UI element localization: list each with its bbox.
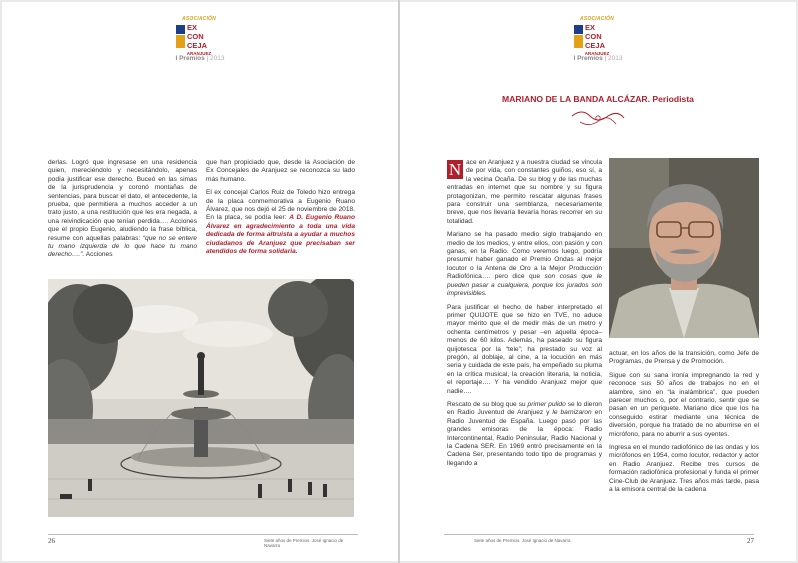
footer-text: Siete años de Premios. José Ignacio de Navarra [264, 538, 344, 548]
right-para3: Para justificar el hecho de haber interpretado el primer QUIJOTE que se hizo en TVE, no aduce mayor mérito que el de medir más de un metro y ochenta centímetros y pesar –en aquella época– menos de 60 kilos. Además, ha paseado su figura quijotesca por la “tele”; ha prestado su voz al pregón, al doblaje, al cine, a la locución en más seria y cuidada de este país, ha empeñado su pluma en la crítica musical, la creación literaria, la noticia, el reportaje…. Y ha vendido Aranjuez mejor que nadie…. [447, 303, 602, 395]
left-col1-text: derlas. Logró que ingresase en una residencia quien, mereciéndolo y necesitándolo, apenas podía justificar ese derecho. Buceó en las simas de la jurisprudencia y coronó montañas de sentencias, para buscar el dato, el antecedente, la prueba, que permitiera a muchos acceder a un trato justo, a una restitución que les era negada, a una reivindicación que tenían perdida…. Acciones que el propio Eugenio, aludiendo la frase bíblica, resume con aquellas palabras: [48, 159, 197, 242]
association-logo [567, 16, 627, 56]
right-col2-para2: Sigue con su sana ironía impregnando la red y reconoce sus 50 años de trabajos no en el alambre, sino en “la inalámbrica”, que pueden parecer muchos o, por el contrario, sentir que se pasan en un periquete. Mariano dice que los ha conseguido estirar mediante una técnica de diversión, porque ha tratado de no aburrirse en el micrófono, para no aburrir a sus oyentes. [609, 371, 759, 438]
flourish-ornament-icon [568, 106, 628, 130]
right-para2: Mariano se ha pasado medio siglo trabajando en medio de los medios, y entre ellos, con pasión y con ganas, en la Radio. Como veremos luego, podría presumir haber ganado el Premio Ondas al mejor locutor o la Antena de Oro a la Mejor Producción Radiofónica…. pero dice que [447, 231, 602, 281]
logo-association-text: ASOCIACIÓN [182, 16, 216, 22]
page-number: 26 [48, 537, 55, 545]
article-title: MARIANO DE LA BANDA ALCÁZAR. Periodista [502, 94, 694, 104]
right-column-1: N ace en Aranjuez y a nuestra ciudad se vincula de por vida, con constantes guiños, eso sí, a la vecina Ocaña. De su blog y de las muchas entradas en internet que su nombre y su figura protagonizan, me permito rescatar algunas frases para construir una semblanza, necesariamente breve, que nos llevaría llevaría horas recorrer en su totalidad. Mariano se ha pasado medio siglo trabajando en medio de los medios, y entre ellos, con pasión y con ganas, en la Radio. Como veremos luego, podría presumir haber ganado el Premio Ondas al mejor locutor o la Antena de Oro a la Mejor Producción Radiofónica…. pero dice que son cosas que le pueden pasar a cualquiera, porque los jurados son imprevisibles. Para justificar el hecho de haber interpretado el primer QUIJOTE que se hizo en TVE, no aduce mayor mérito que el de medir más de un metro y ochenta centímetros y pesar –en aquella época– menos de 60 kilos. Además, ha paseado su figura quijotesca por la “tele”; ha prestado su voz al pregón, al doblaje, al cine, a la locución en más seria y cuidada de este país, ha empeñado su pluma en la crítica musical, la creación literaria, la noticia, el reportaje…. Y ha vendido Aranjuez mejor que nadie…. Rescato de su blog que su primer pulido se lo dieron en Radio Juventud de Aranjuez y le barnizaron en Radio Juventud de España. Luego pasó por las grandes emisoras de la época: Radio Intercontinental, Radio Peninsular, Radio Nacional y la Cadena SER. En 1969 entró precisamente en la Cadena Ser, presentando todo tipo de programas y llegando a [447, 159, 602, 467]
left-column-2 [206, 159, 355, 261]
page-number: 27 [747, 537, 754, 545]
footer-text: Siete años de Premios. José Ignacio de Navarra [474, 538, 571, 543]
left-col2-para1: que han propiciado que, desde la Asociación de Ex Concejales de Aranjuez se reconozca su lado más humano. [206, 159, 355, 183]
association-logo [169, 16, 229, 56]
premios-header: I Premios | 2013 [175, 55, 225, 62]
left-col1-quote: “que no se entere tu mano izquierda de lo que hace tu mano derecho….”. [48, 234, 197, 259]
logo-wordmark: EX CON CEJA [176, 23, 222, 51]
left-page [2, 2, 398, 561]
left-col2-para2: El ex concejal Carlos Ruiz de Toledo hizo entrega de la placa conmemorativa a Eugenio Ruano Álvarez, que nos dejó el 25 de noviembre de 2018. En la placa, se podía leer: [206, 189, 355, 222]
premios-header: I Premios | 2013 [573, 55, 623, 62]
right-page [400, 2, 796, 561]
logo-wordmark: EX CON CEJA [574, 23, 620, 51]
logo-subtitle: ARANJUEZ [584, 51, 610, 56]
right-col2-para3: Ingresa en el mundo radiofónico de las ondas y los micrófonos en 1954, como locutor, redactor y actor en Radio Aranjuez. Recibe tres cursos de formación radiofónica profesional y funda el primer Cine-Club de Aranjuez. Tres años más tarde, pasa a la emisora central de la cadena [609, 444, 759, 494]
portrait-photo [609, 158, 759, 338]
logo-subtitle: ARANJUEZ [186, 51, 212, 56]
right-para4: Rescato de su blog que su primer pulido se lo dieron en Radio Juventud de Aranjuez y le barnizaron en Radio Juventud de España. Luego pasó por las grandes emisoras de la época: Radio Intercontinental, Radio Peninsular, Radio Nacional y la Cadena SER. En 1969 entró precisamente en la Cadena Ser, presentando todo tipo de programas y llegando a [447, 400, 602, 467]
right-column-2 [609, 350, 759, 500]
right-para1: ace en Aranjuez y a nuestra ciudad se vincula de por vida, con constantes guiños, eso sí, a la vecina Ocaña. De su blog y de las muchas entradas en internet que su nombre y su figura protagonizan, me permito rescatar algunas frases para construir una semblanza, necesariamente breve, que nos llevaría llevaría horas recorrer en su totalidad. [447, 159, 602, 225]
dropcap: N [448, 160, 462, 179]
left-column-1: derlas. Logró que ingresase en una residencia quien, mereciéndolo y necesitándolo, apenas podía justificar ese derecho. Buceó en las simas de la jurisprudencia y coronó montañas de sentencias, para buscar el dato, el antecedente, la prueba, que permitiera a muchos acceder a un trato justo, a una restitución que les era negada, a una reivindicación que tenían perdida…. Acciones que el propio Eugenio, aludiendo la frase bíblica, resume con aquellas palabras: “que no se entere tu mano izquierda de lo que hace tu mano derecho….”. Acciones [48, 159, 197, 259]
plaque-inscription: A D. Eugenio Ruano Álvarez en agradecimiento a toda una vida dedicada de forma altruista a ayudar a muchos ciudadanos de Aranjuez que precisaban ser atendidos de forma solidaria. [206, 214, 355, 256]
left-footer [48, 534, 358, 548]
fountain-engraving-image [48, 279, 354, 517]
right-footer [444, 534, 754, 545]
logo-association-text: ASOCIACIÓN [580, 16, 614, 22]
right-col2-para1: actuar, en los años de la transición, como Jefe de Programas, de Prensa y de Promoción. [609, 350, 759, 366]
